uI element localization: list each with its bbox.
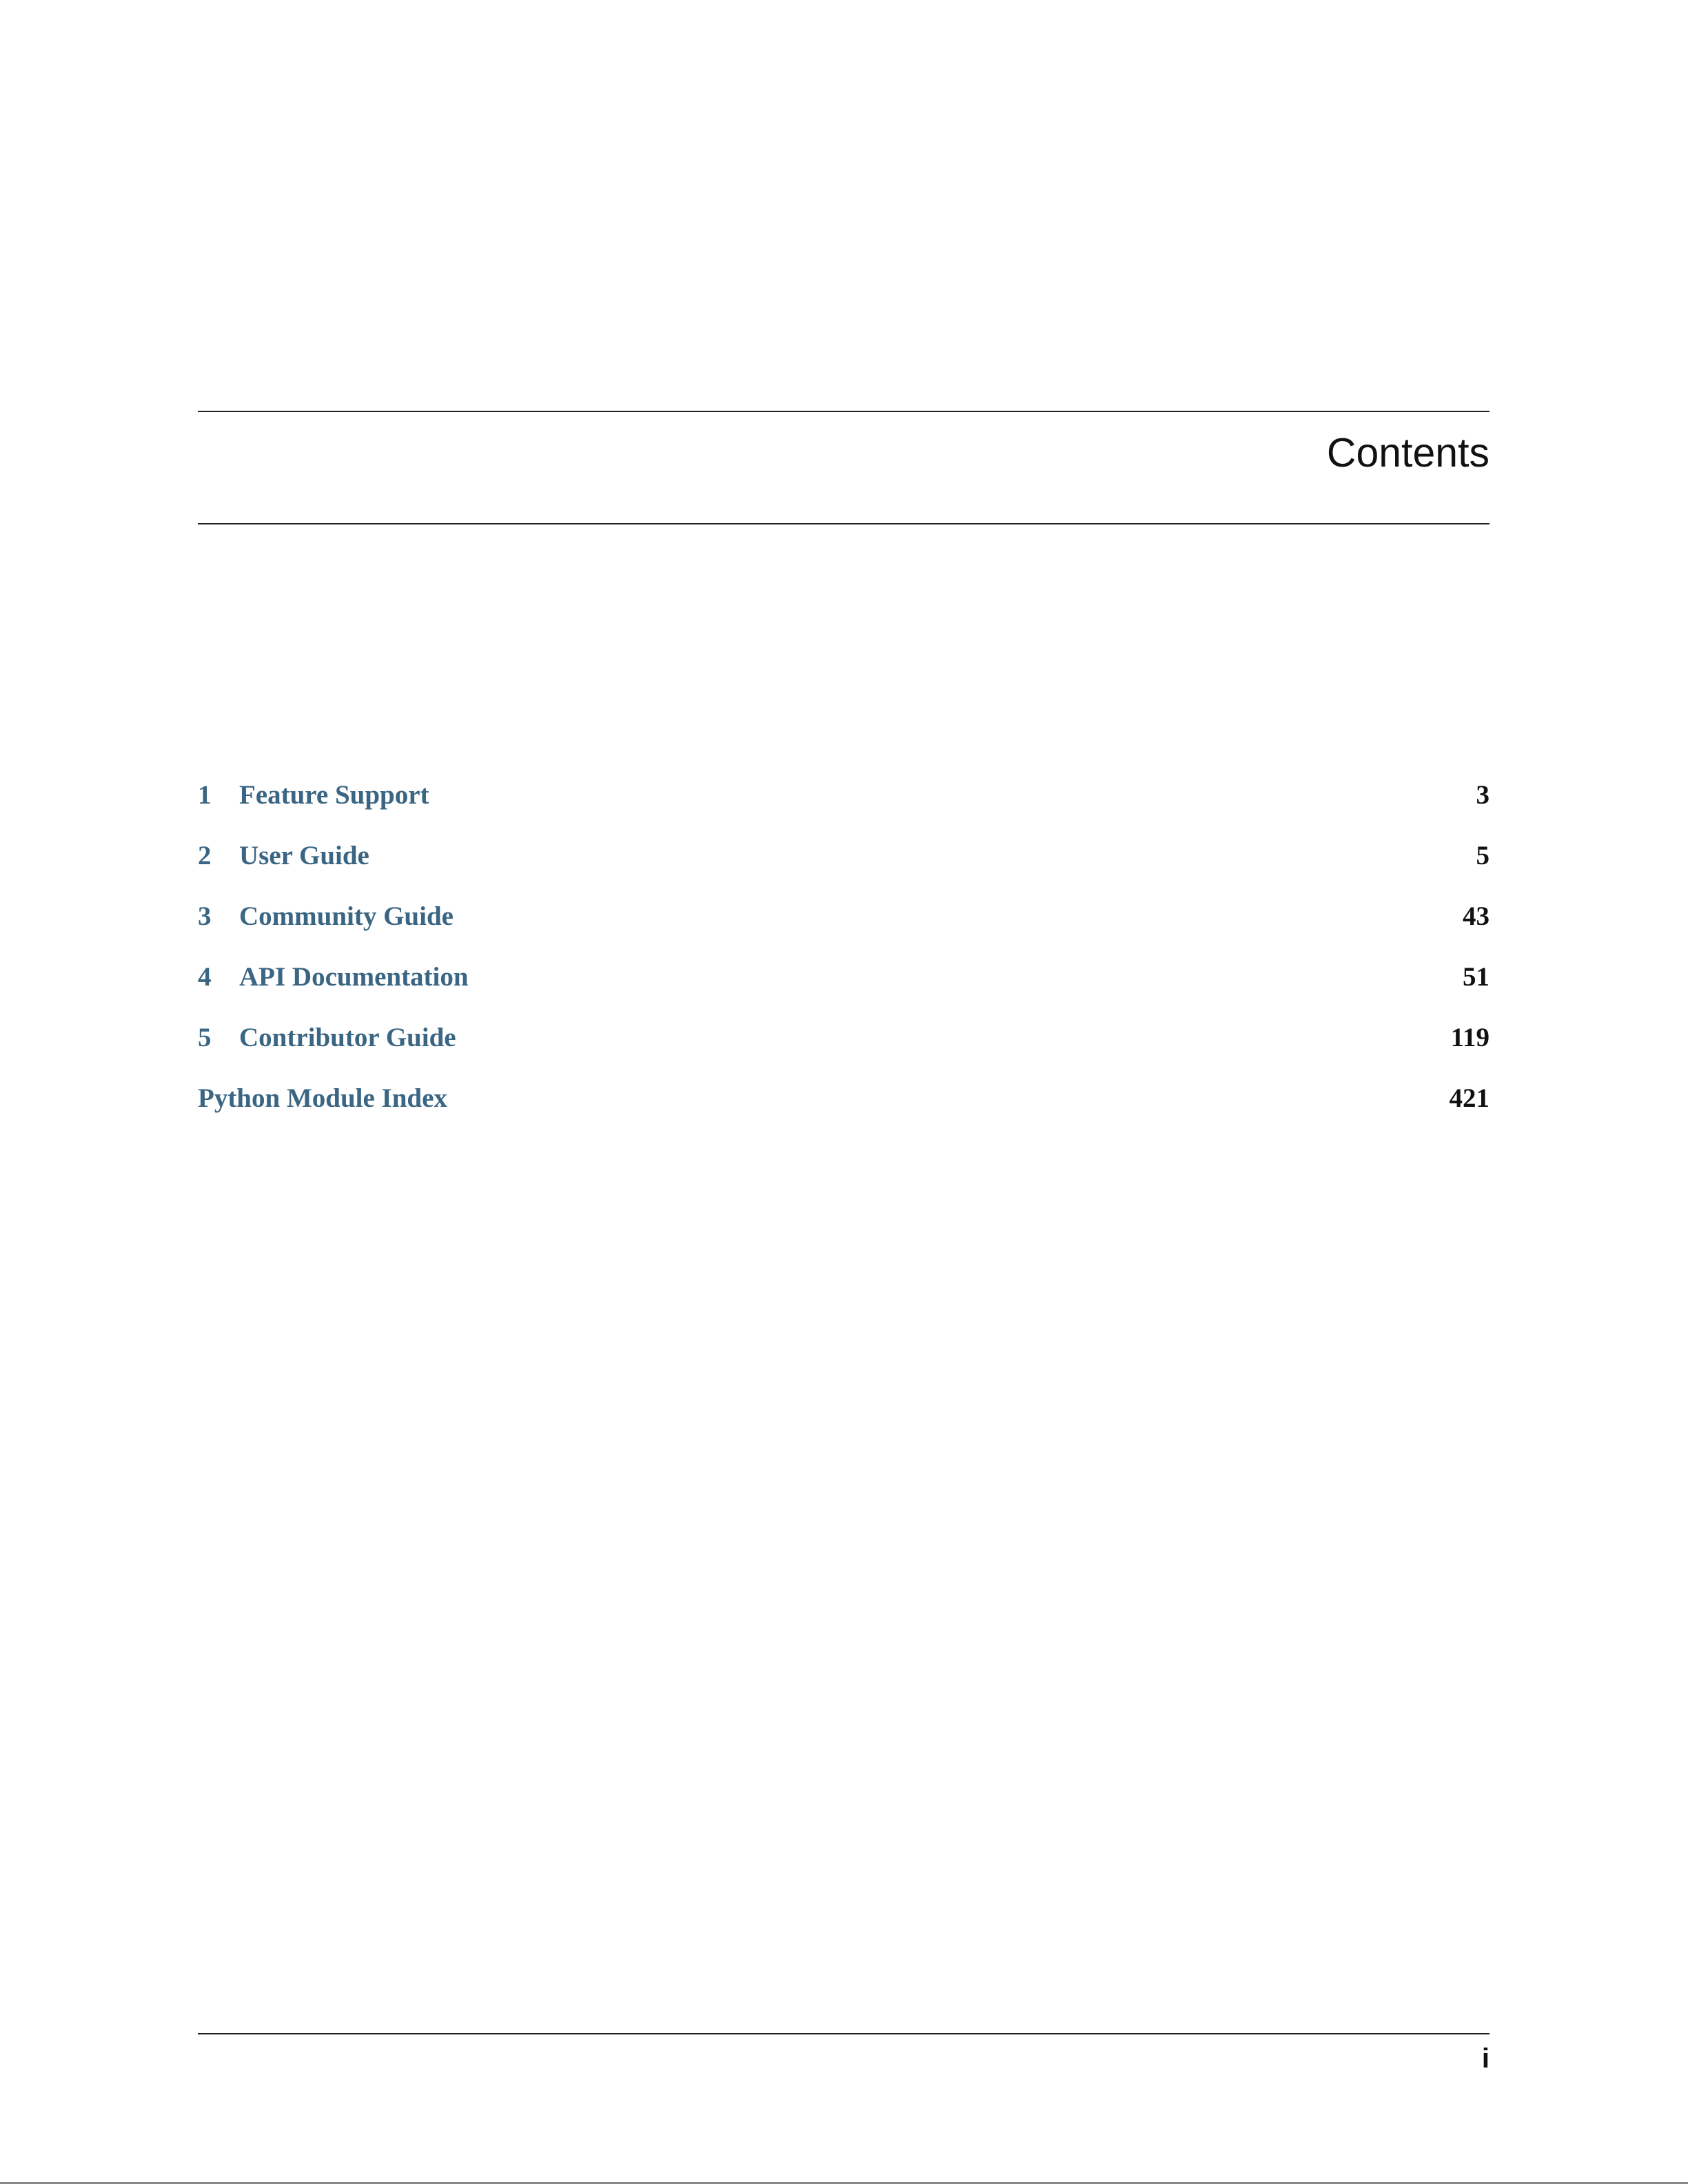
toc-entry-api-documentation (198, 955, 1489, 1016)
toc-page-number: 5 (1476, 841, 1489, 870)
toc-chapter-title: User Guide (239, 841, 369, 870)
toc-chapter-number: 5 (198, 1023, 212, 1052)
toc-chapter-number: 3 (198, 901, 212, 931)
toc-chapter-number: 1 (198, 780, 212, 810)
toc-chapter-title: Python Module Index (198, 1083, 447, 1113)
toc-chapter-title: Contributor Guide (239, 1023, 456, 1052)
page-title: Contents (1326, 430, 1489, 476)
toc-page-number: 51 (1463, 962, 1489, 992)
toc-entry-python-module-index (198, 1076, 1489, 1137)
toc-chapter-number: 2 (198, 841, 212, 870)
toc-link-python-module-index[interactable] (198, 1083, 447, 1113)
toc-chapter-title: API Documentation (239, 962, 469, 992)
toc-entry-user-guide (198, 834, 1489, 895)
toc-page-number: 3 (1476, 780, 1489, 810)
toc-link-user-guide[interactable] (198, 841, 369, 870)
table-of-contents (198, 773, 1489, 1137)
toc-entry-community-guide (198, 895, 1489, 955)
heading-bottom-rule (198, 523, 1489, 524)
toc-link-community-guide[interactable] (198, 901, 454, 931)
toc-entry-contributor-guide (198, 1016, 1489, 1076)
footer-rule (198, 2033, 1489, 2034)
toc-chapter-title: Community Guide (239, 901, 454, 931)
toc-page-number: 119 (1450, 1023, 1489, 1052)
toc-link-feature-support[interactable] (198, 780, 429, 810)
toc-link-contributor-guide[interactable] (198, 1023, 456, 1052)
toc-link-api-documentation[interactable] (198, 962, 469, 992)
toc-chapter-number: 4 (198, 962, 212, 992)
toc-chapter-title: Feature Support (239, 780, 429, 810)
heading-top-rule (198, 411, 1489, 412)
footer-page-number: i (1481, 2043, 1489, 2074)
toc-entry-feature-support (198, 773, 1489, 834)
toc-page-number: 43 (1463, 901, 1489, 931)
toc-page-number: 421 (1449, 1083, 1489, 1113)
